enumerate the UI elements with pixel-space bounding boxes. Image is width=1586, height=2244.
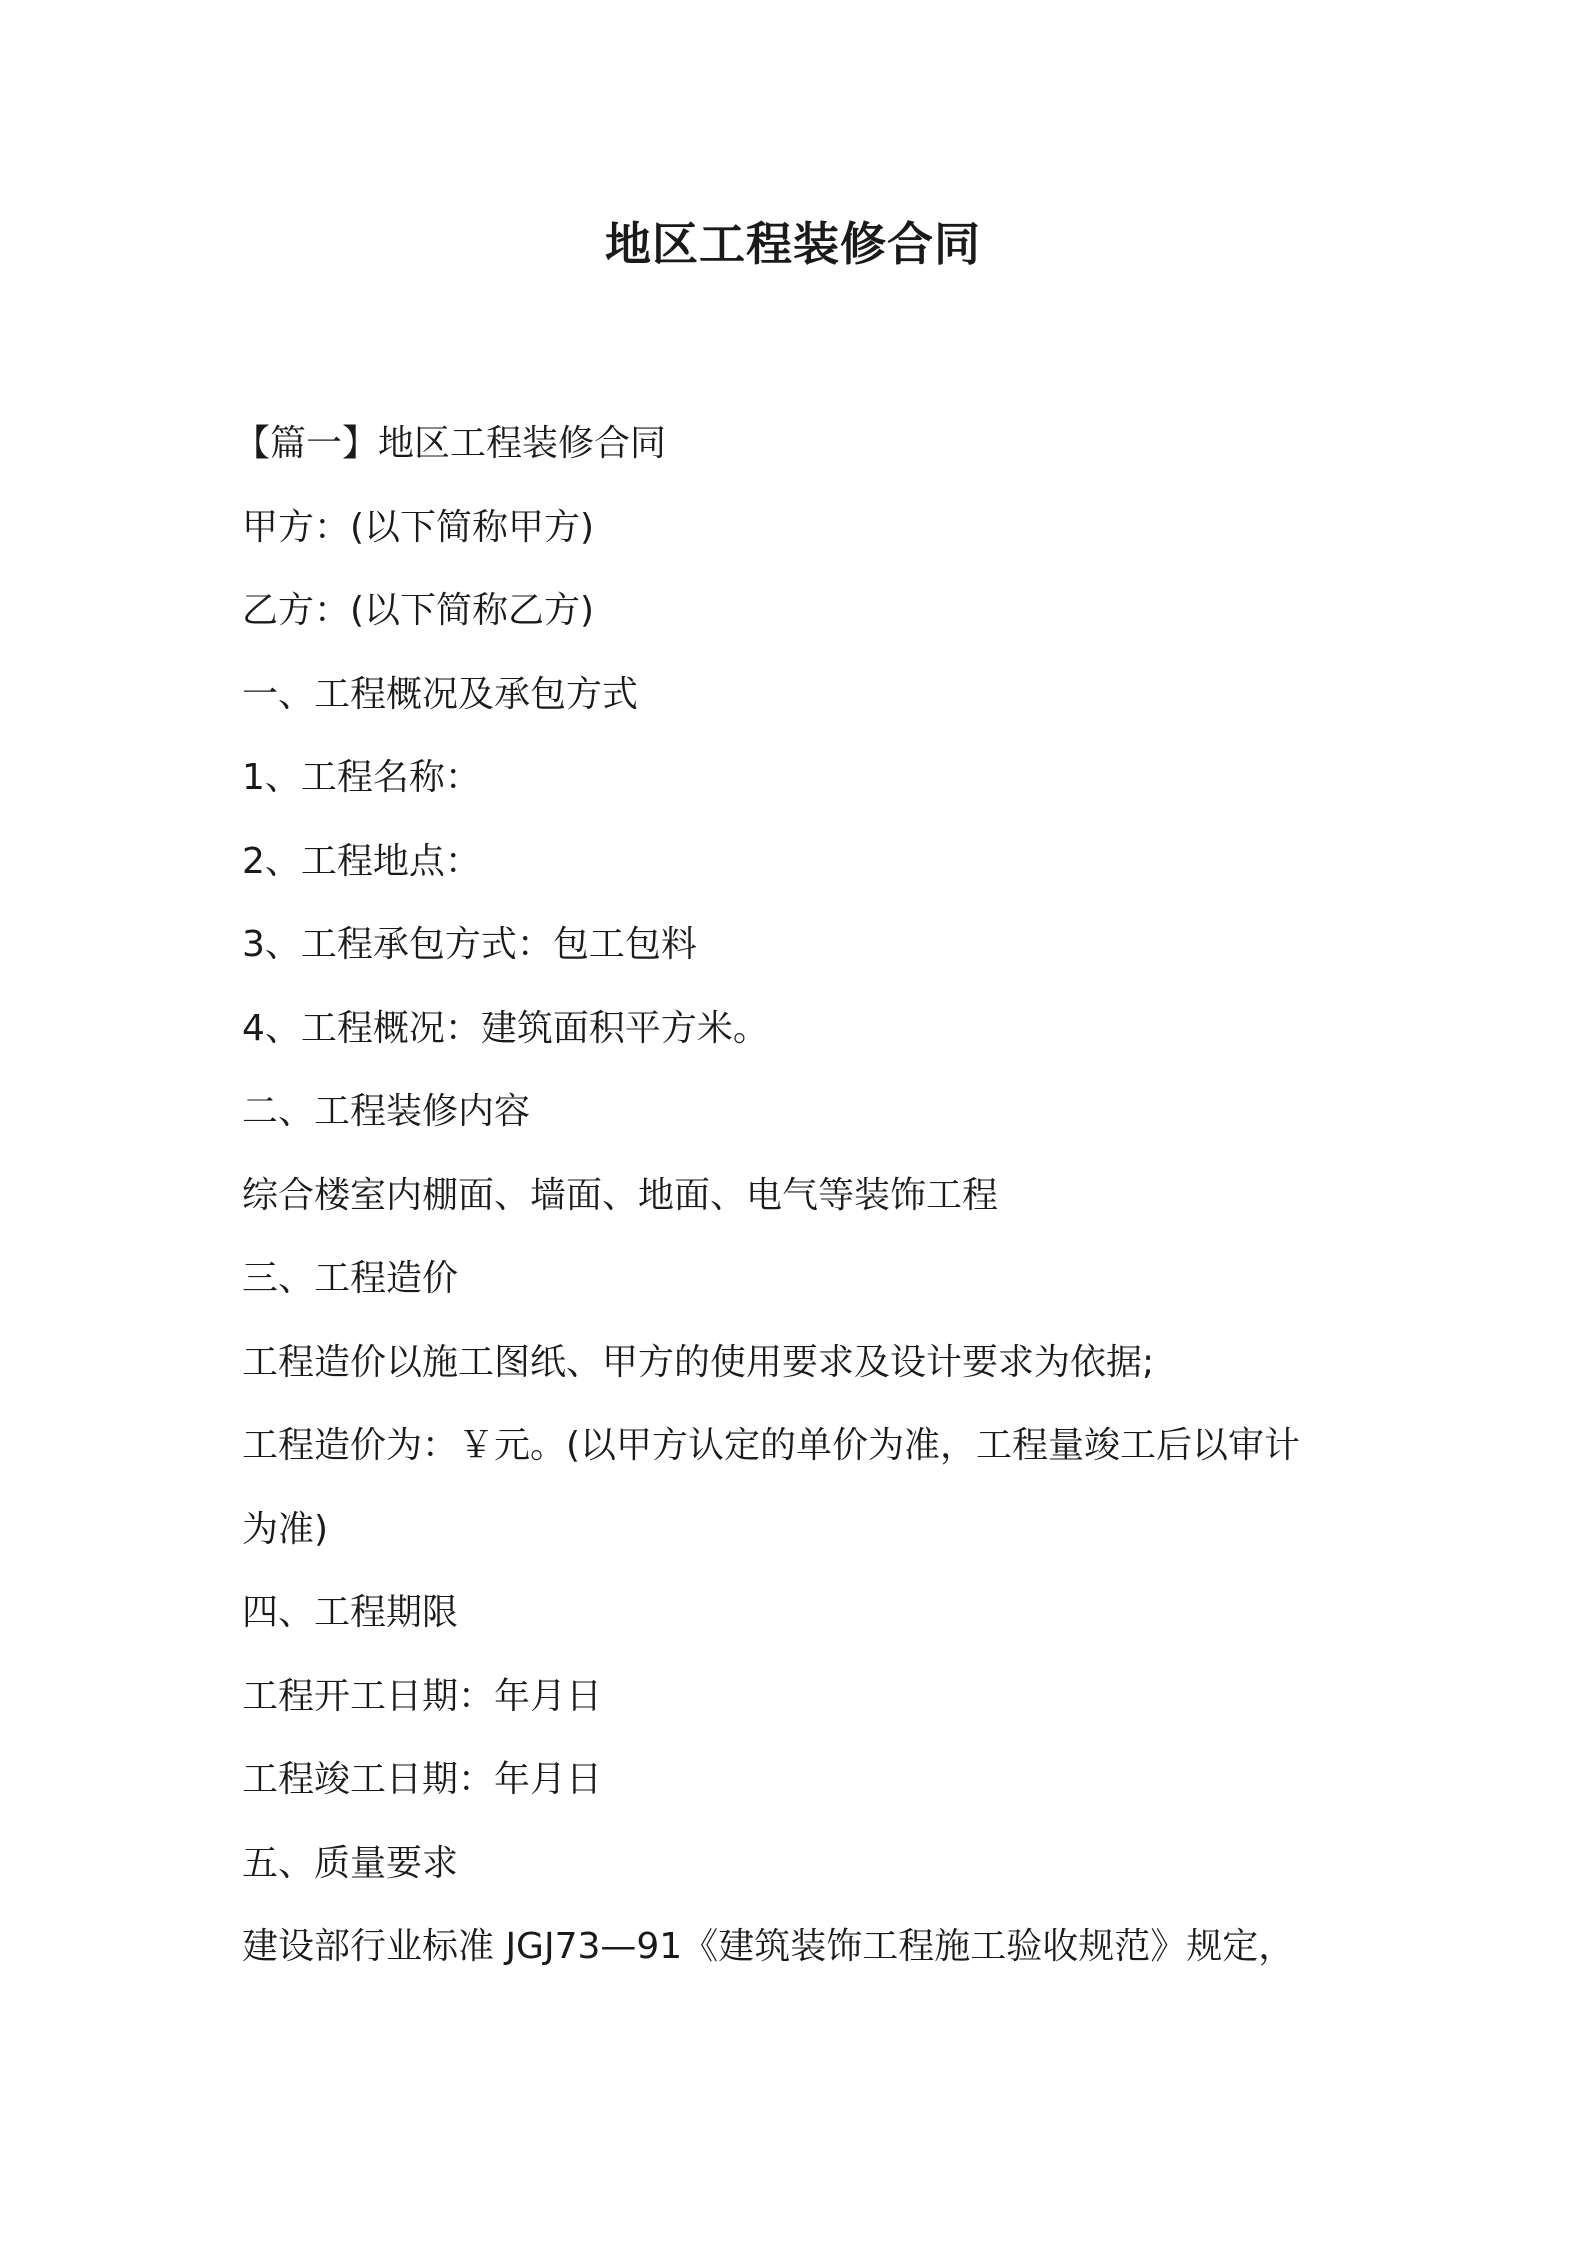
paragraph-quality-standard: 建设部行业标准 JGJ73—91《建筑装饰工程施工验收规范》规定， <box>242 1926 1295 1967</box>
section-heading-content: 二、工程装修内容 <box>242 1091 531 1132</box>
party-b-line: 乙方：(以下简称乙方) <box>242 590 595 631</box>
section-heading-quality: 五、质量要求 <box>242 1842 459 1884</box>
party-a-line: 甲方：(以下简称甲方) <box>242 506 595 548</box>
paragraph-cost-amount: 工程造价为：￥元。(以甲方认定的单价为准，工程量竣工后以审计 <box>242 1425 1301 1466</box>
section-heading-period: 四、工程期限 <box>242 1592 459 1633</box>
clause-project-location: 2、工程地点： <box>242 840 481 882</box>
clause-completion-date: 工程竣工日期：年月日 <box>242 1759 603 1800</box>
section-heading-overview: 一、工程概况及承包方式 <box>242 673 639 715</box>
clause-project-name: 1、工程名称： <box>242 757 481 798</box>
clause-project-overview: 4、工程概况：建筑面积平方米。 <box>242 1007 769 1049</box>
section-heading-cost: 三、工程造价 <box>242 1258 459 1299</box>
paragraph-cost-basis: 工程造价以施工图纸、甲方的使用要求及设计要求为依据; <box>242 1341 1155 1383</box>
paragraph-content: 综合楼室内棚面、墙面、地面、电气等装饰工程 <box>242 1174 999 1216</box>
clause-start-date: 工程开工日期：年月日 <box>242 1675 603 1717</box>
document-title: 地区工程装修合同 <box>605 217 981 271</box>
paragraph-cost-amount-cont: 为准) <box>242 1508 329 1550</box>
clause-contract-method: 3、工程承包方式：包工包料 <box>242 924 697 965</box>
document-body <box>234 402 1362 1989</box>
section-heading-part-one: 【篇一】地区工程装修合同 <box>234 423 667 464</box>
